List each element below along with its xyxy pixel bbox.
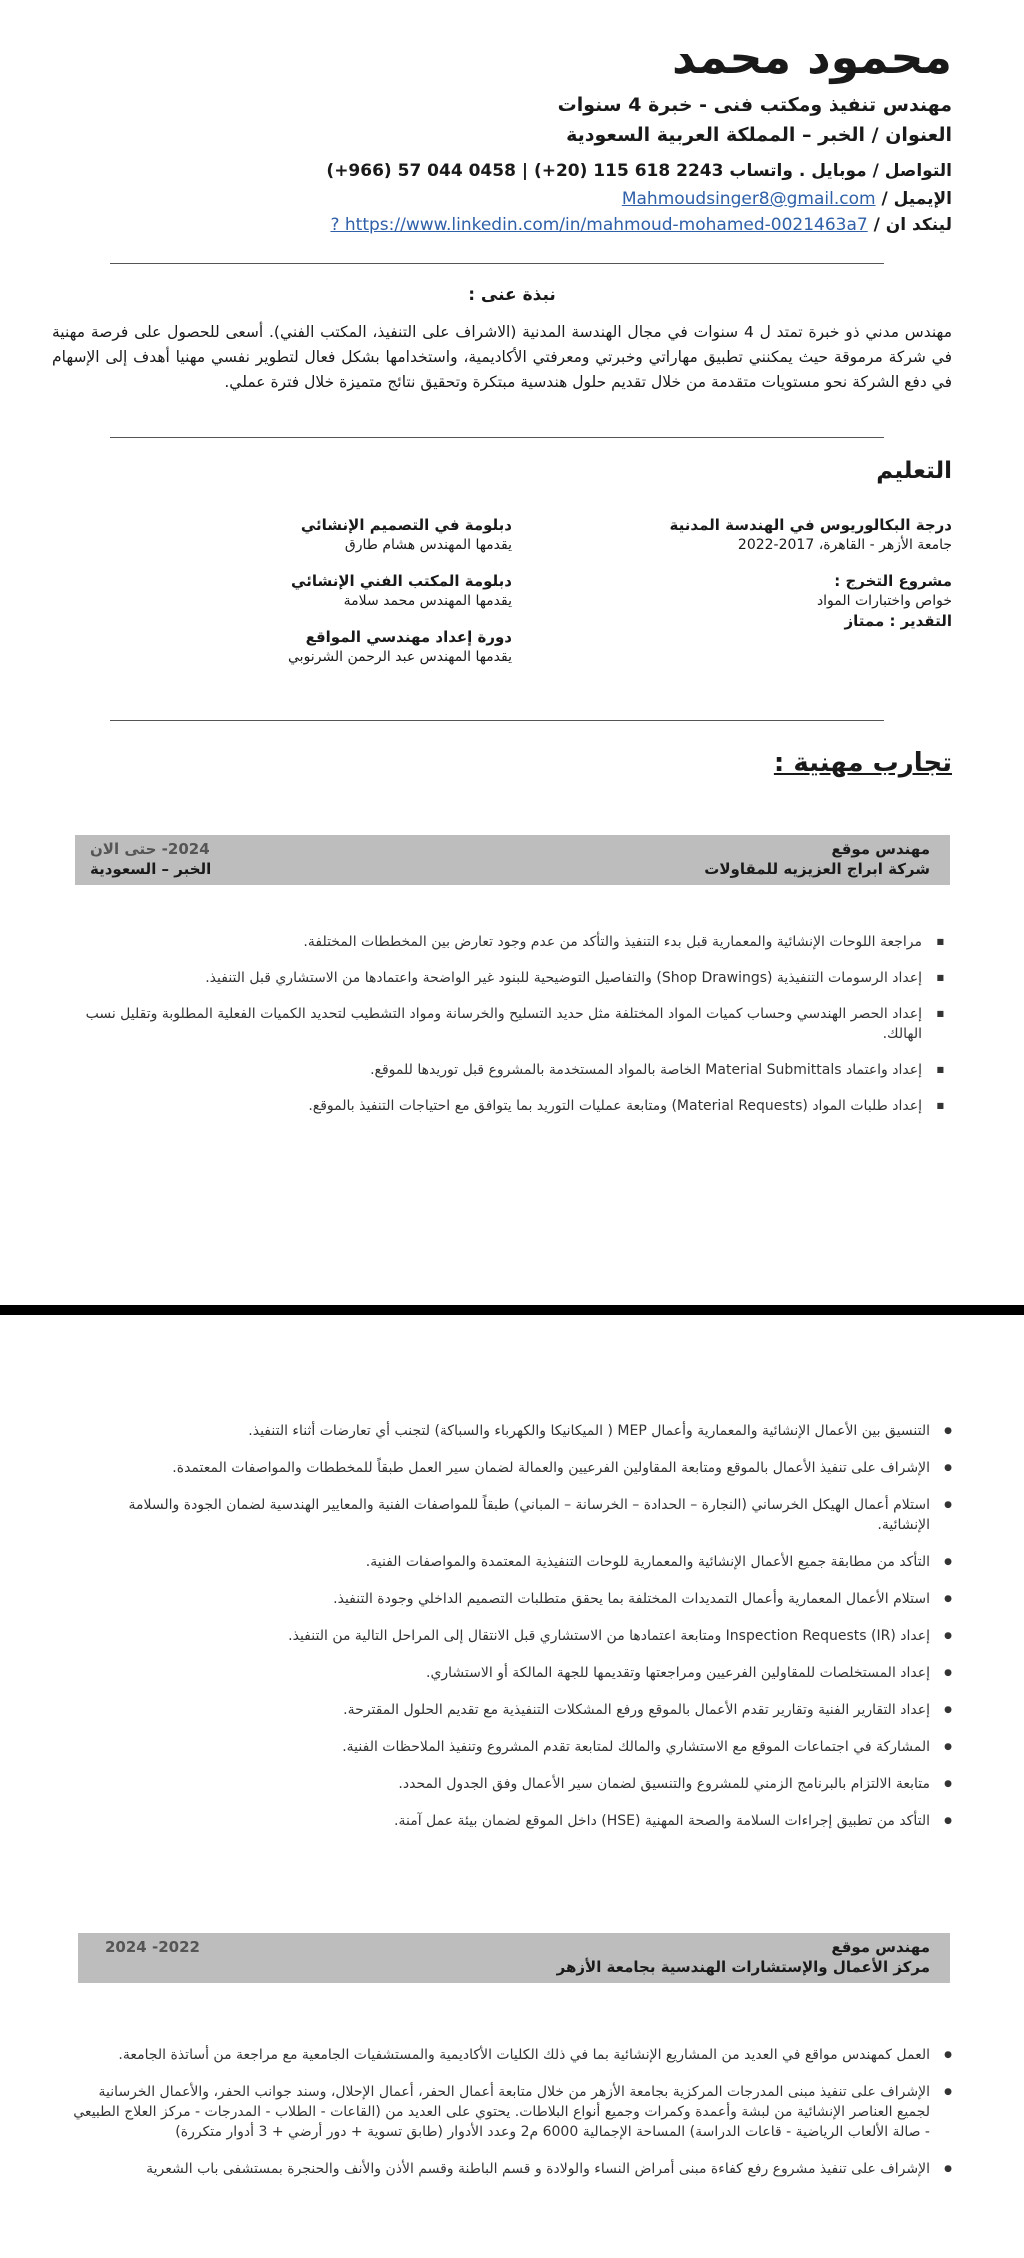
page-separator	[0, 1305, 1024, 1315]
list-item: ● الإشراف على تنفيذ مشروع رفع كفاءة مبنى أمراض النساء والولادة و قسم الباطنة وقسم الأذن والأنف والحنجرة بمستشفى باب الشعرية	[72, 2159, 952, 2179]
list-item: ■ إعداد طلبات المواد (Material Requests) ومتابعة عمليات التوريد بما يتوافق مع احتياجات التنفيذ بالموقع.	[74, 1096, 944, 1116]
project-label: مشروع التخرج :	[834, 572, 952, 590]
linkedin-link[interactable]: ? https://www.linkedin.com/in/mahmoud-mohamed-0021463a7	[330, 215, 868, 235]
linkedin-label: لينكد ان /	[873, 215, 952, 235]
linkedin-line	[330, 215, 952, 235]
divider	[110, 263, 884, 264]
list-item: ● الإشراف على تنفيذ الأعمال بالموقع ومتابعة المقاولين الفرعيين والعمالة لضمان سير العمل طبقاً للمخططات والمواصفات المعتمدة.	[72, 1458, 952, 1478]
course-title: دبلومة في التصميم الإنشائي	[300, 516, 512, 534]
divider	[110, 437, 884, 438]
job-header	[75, 835, 950, 885]
list-item: ● إعداد التقارير الفنية وتقارير تقدم الأعمال بالموقع ورفع المشكلات التنفيذية مع تقديم الحلول المقترحة.	[72, 1700, 952, 1720]
duties-list	[72, 2045, 952, 2196]
phone-label: التواصل / موبايل . واتساب	[729, 161, 952, 181]
list-item: ● التأكد من مطابقة جميع الأعمال الإنشائية والمعمارية للوحات التنفيذية المعتمدة والمواصفات الفنية.	[72, 1552, 952, 1572]
list-item: ● إعداد المستخلصات للمقاولين الفرعيين ومراجعتها وتقديمها للجهة المالكة أو الاستشاري.	[72, 1663, 952, 1683]
address: العنوان / الخبر – المملكة العربية السعودية	[566, 124, 952, 146]
duties-list	[74, 932, 944, 1132]
project-name: خواص واختبارات المواد	[816, 593, 952, 609]
list-item: ■ إعداد الرسومات التنفيذية (Shop Drawings) والتفاصيل التوضيحية للبنود غير الواضحة واعتمادها من الاستشاري قبل التنفيذ.	[74, 968, 944, 988]
list-item: ● متابعة الالتزام بالبرنامج الزمني للمشروع والتنسيق لضمان سير الأعمال وفق الجدول المحدد.	[72, 1774, 952, 1794]
list-item: ■ إعداد واعتماد Material Submittals الخاصة بالمواد المستخدمة بالمشروع قبل توريدها للموقع.	[74, 1060, 944, 1080]
email-line	[622, 189, 952, 209]
job-role: مهندس موقع	[831, 1938, 930, 1956]
job-location: الخبر – السعودية	[90, 860, 212, 878]
education-title: التعليم	[876, 458, 952, 484]
list-item: ● المشاركة في اجتماعات الموقع مع الاستشاري والمالك لمتابعة تقدم المشروع وتنفيذ الملاحظات الفنية.	[72, 1737, 952, 1757]
university: جامعة الأزهر - القاهرة، 2017-2022	[737, 537, 952, 553]
list-item: ● استلام الأعمال المعمارية وأعمال التمديدات المختلفة بما يحقق متطلبات التصميم الداخلي وجودة التنفيذ.	[72, 1589, 952, 1609]
phone-line	[326, 161, 952, 181]
experience-title: تجارب مهنية :	[773, 748, 952, 778]
list-item: ● العمل كمهندس مواقع في العديد من المشاريع الإنشائية بما في ذلك الكليات الأكاديمية والمستشفيات الجامعية مع مراجعة من أساتذة الجامعة.	[72, 2045, 952, 2065]
course-instructor: يقدمها المهندس هشام طارق	[344, 537, 512, 553]
courses-block	[212, 515, 512, 667]
grade: التقدير : ممتاز	[844, 612, 952, 630]
about-title: نبذة عنى :	[468, 285, 556, 305]
job-role: مهندس موقع	[831, 840, 930, 858]
about-text: مهندس مدني ذو خبرة تمتد ل 4 سنوات في مجال الهندسة المدنية (الاشراف على التنفيذ، المكتب الفني). أسعى للحصول على فرصة مهنية في شركة مرموقة حيث يمكنني تطبيق مهاراتي وخبرتي ومعرفتي الأكاديمية، واستخدامها بشكل فعال لتطوير نفسي مهنيا أهدف إلى الإسهام في دفع الشركة نحو مستويات متقدمة من خلال تقديم حلول هندسية مبتكرة وتحقيق نتائج متميزة خلال فترة عملي.	[52, 323, 952, 391]
phone-value: (+966) 57 044 0458 | (+20) 115 618 2243	[326, 161, 724, 181]
resume-page-2	[0, 1315, 1024, 2258]
job-period: 2022- 2024	[105, 1938, 200, 1956]
job-header	[78, 1933, 950, 1983]
list-item: ■ إعداد الحصر الهندسي وحساب كميات المواد المختلفة مثل حديد التسليح والخرسانة ومواد التشطيب لتحديد الكميات الفعلية المطلوبة وتقليل نسب الهالك.	[74, 1004, 944, 1044]
list-item: ● التأكد من تطبيق إجراءات السلامة والصحة المهنية (HSE) داخل الموقع لضمان بيئة عمل آمنة.	[72, 1811, 952, 1831]
job-period: 2024- حتى الان	[90, 840, 210, 858]
job-subtitle: مهندس تنفيذ ومكتب فنى - خبرة 4 سنوات	[557, 94, 952, 116]
candidate-name: محمود محمد	[672, 30, 952, 84]
list-item: ● استلام أعمال الهيكل الخرساني (النجارة – الحدادة – الخرسانة – المباني) طبقاً للمواصفات الفنية والمعايير الهندسية لضمان الجودة والسلامة الإنشائية.	[72, 1495, 952, 1535]
course-instructor: يقدمها المهندس محمد سلامة	[343, 593, 512, 609]
email-link[interactable]: Mahmoudsinger8@gmail.com	[621, 189, 876, 209]
list-item: ■ مراجعة اللوحات الإنشائية والمعمارية قبل بدء التنفيذ والتأكد من عدم وجود تعارض بين المخططات المختلفة.	[74, 932, 944, 952]
duties-list	[72, 1421, 952, 1848]
list-item: ● إعداد Inspection Requests (IR) ومتابعة اعتمادها من الاستشاري قبل الانتقال إلى المراحل التالية من التنفيذ.	[72, 1626, 952, 1646]
degree-title: درجة البكالوريوس في الهندسة المدنية	[669, 516, 952, 534]
job-company: مركز الأعمال والإستشارات الهندسية بجامعة الأزهر	[556, 1958, 930, 1976]
course-instructor: يقدمها المهندس عبد الرحمن الشرنوبي	[288, 649, 512, 665]
list-item: ● التنسيق بين الأعمال الإنشائية والمعمارية وأعمال MEP ( الميكانيكا والكهرباء والسباكة) لتجنب أي تعارضات أثناء التنفيذ.	[72, 1421, 952, 1441]
email-label: الإيميل /	[881, 189, 952, 209]
course-title: دبلومة المكتب الفني الإنشائي	[291, 572, 512, 590]
list-item: ● الإشراف على تنفيذ مبنى المدرجات المركزية بجامعة الأزهر من خلال متابعة أعمال الحفر، أعمال الإحلال، وسند جوانب الحفر، والأعمال الخرسانية لجميع العناصر الإنشائية من لبشة وأعمدة وكمرات وجميع أنواع البلاطات. يحتوي على العديد من (القاعات - الطلاب - المدرجات - مركز العلاج الطبيعي - صالة الألعاب الرياضية - قاعات الدراسة) المساحة الإجمالية 6000 م2 وعدد الأدوار (طابق تسوية + دور أرضي + 3 أدوار متكررة)	[72, 2082, 952, 2142]
divider	[110, 720, 884, 721]
degree-block	[652, 515, 952, 631]
course-title: دورة إعداد مهندسي المواقع	[305, 628, 512, 646]
job-company: شركة ابراج العزيزيه للمقاولات	[704, 860, 930, 878]
